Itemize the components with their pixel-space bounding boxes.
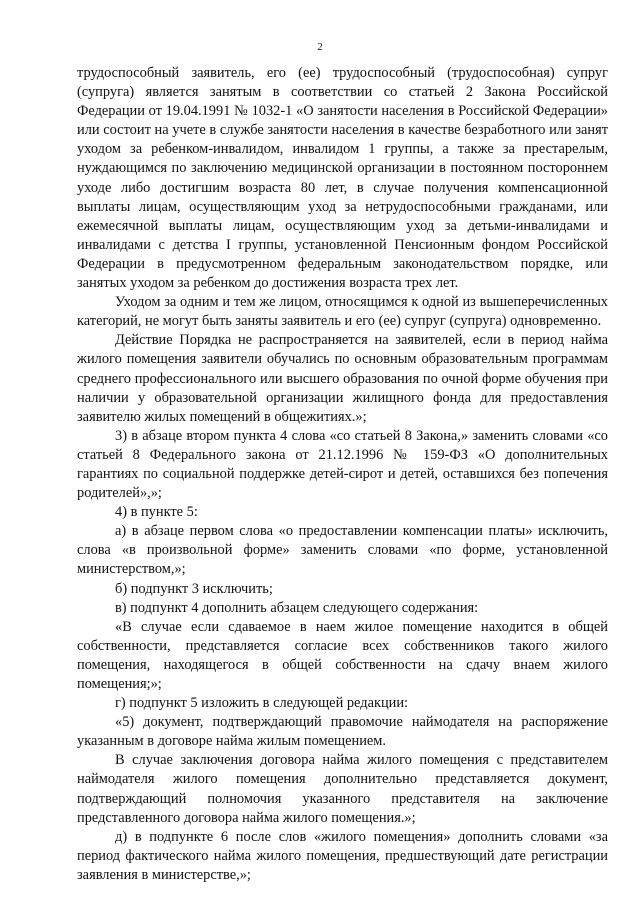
paragraph: в) подпункт 4 дополнить абзацем следующего содержания: [115, 599, 479, 616]
document-body [77, 64, 608, 885]
page-number: 2 [317, 41, 323, 53]
paragraph: б) подпункт 3 исключить; [115, 580, 273, 597]
paragraph: В случае заключения договора найма жилого помещения с представителем наймодателя жилого помещения дополнительно представляется документ, подтверждающий полномочия указанного представителя на заключение представленного договора найма жилого помещения.»; [77, 752, 608, 826]
paragraph: Уходом за одним и тем же лицом, относящимся к одной из вышеперечисленных категорий, не могут быть заняты заявитель и его (ее) супруг (супруга) одновременно. [77, 294, 608, 330]
paragraph: д) в подпункте 6 после слов «жилого помещения» дополнить словами «за период фактического найма жилого помещения, предшествующий дате регистрации заявления в министерстве,»; [77, 828, 608, 883]
paragraph: «5) документ, подтверждающий правомочие наймодателя на распоряжение указанным в договоре найма жилым помещением. [77, 714, 608, 750]
paragraph: 3) в абзаце втором пункта 4 слова «со статьей 8 Закона,» заменить словами «со статьей 8 Федерального закона от 21.12.1996 № 159-ФЗ «О дополнительных гарантиях по социальной поддержке детей-сирот и детей, оставшихся без попечения родителей»,»; [77, 427, 608, 502]
paragraph: трудоспособный заявитель, его (ее) трудоспособный (трудоспособная) супруг (супруга) является занятым в соответствии со статьей 2 Закона Российской Федерации от 19.04.1991 № 1032-1 «О занятости населения в Российской Федерации» или состоит на учете в службе занятости населения в качестве безработного или занят уходом за ребенком-инвалидом, инвалидом 1 группы, а также за престарелым, нуждающимся по заключению медицинской организации в постоянном постороннем уходе либо достигшим возраста 80 лет, в случае получения компенсационной выплаты лицам, осуществляющим уход за нетрудоспособными гражданами, или ежемесячной выплаты лицам, осуществляющим уход за детьми-инвалидами и инвалидами с детства I группы, установленной Пенсионным фондом Российской Федерации в предусмотренном федеральным законодательством порядке, или занятых уходом за ребенком до достижения возраста трех лет. [77, 65, 608, 292]
paragraph: а) в абзаце первом слова «о предоставлении компенсации платы» исключить, слова «в произвольной форме» заменить словами «по форме, установленной министерством,»; [77, 523, 608, 578]
paragraph: «В случае если сдаваемое в наем жилое помещение находится в общей собственности, представляется согласие всех собственников такого жилого помещения, находящегося в общей собственности на сдачу внаем жилого помещения;»; [77, 618, 608, 692]
paragraph: г) подпункт 5 изложить в следующей редакции: [115, 695, 409, 712]
paragraph: Действие Порядка не распространяется на заявителей, если в период найма жилого помещения заявители обучались по основным образовательным программам среднего профессионального или высшего образования по очной форме обучения при наличии у образовательной организации жилищного фонда для предоставления заявителю жилых помещений в общежитиях.»; [77, 332, 608, 425]
paragraph: 4) в пункте 5: [115, 504, 198, 521]
